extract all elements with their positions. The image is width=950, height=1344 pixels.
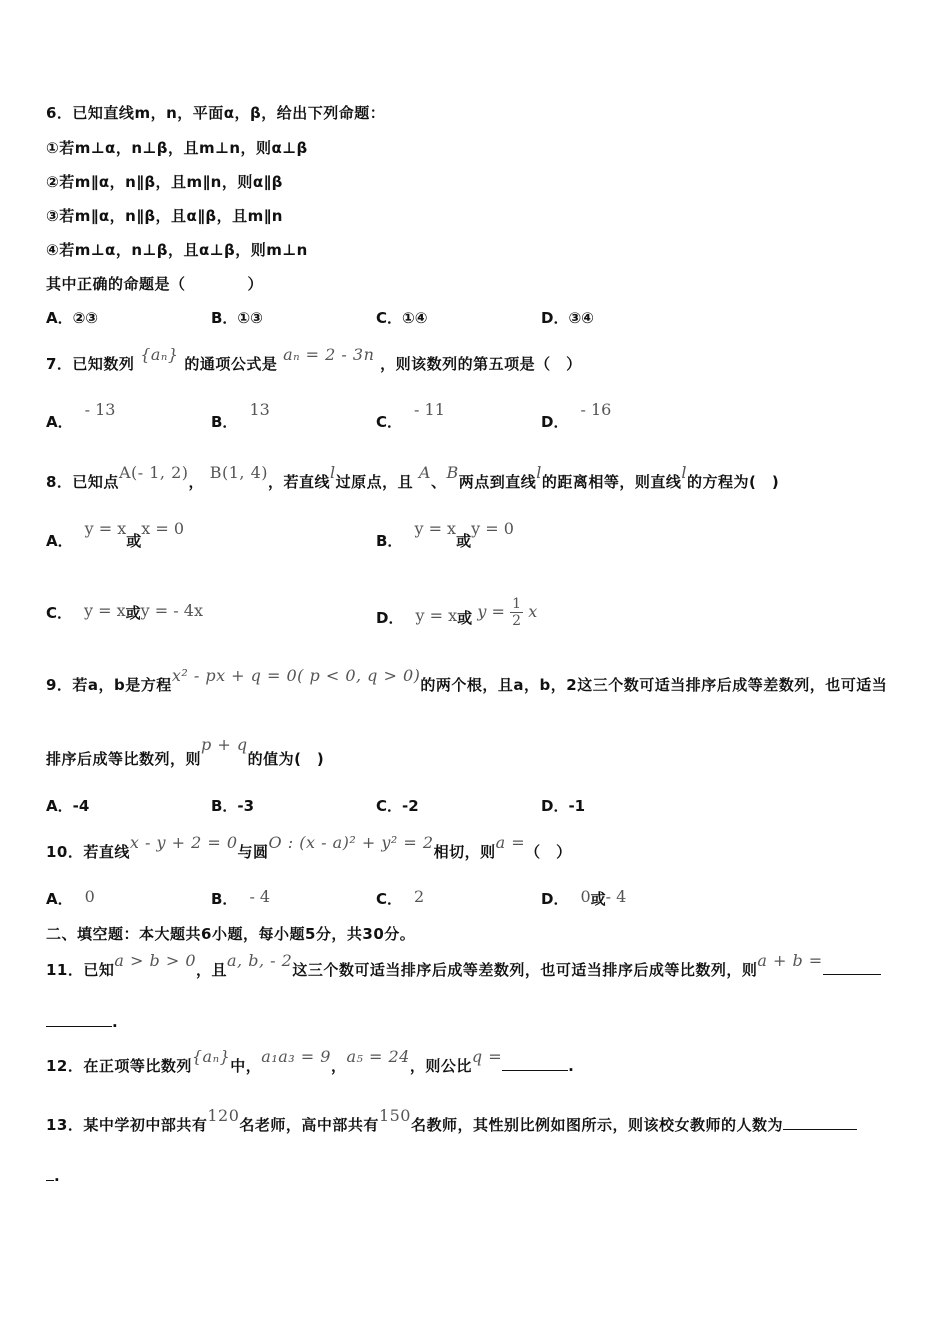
q9-option-d: D．-1 [541, 797, 586, 815]
q13-stem: 13．某中学初中部共有120名老师，高中部共有150名教师，其性别比例如图所示，则该校女教师的人数为 [46, 1114, 857, 1135]
q10-circle: O : (x - a)² + y² = 2 [268, 833, 434, 852]
q9-option-c: C．-2 [376, 797, 419, 815]
q6-prop-4: ④若m⊥α，n⊥β，且α⊥β，则m⊥n [46, 241, 308, 259]
q10-option-d: D． 0或- 4 [541, 887, 627, 908]
q13-answer-blank-cont[interactable] [46, 1166, 54, 1181]
q13-answer-blank[interactable] [783, 1115, 857, 1130]
q8-option-b: B．y = x或y = 0 [376, 519, 514, 550]
q7-option-a: A．- 13 [46, 400, 116, 431]
q6-prop-1: ①若m⊥α，n⊥β，且m⊥n，则α⊥β [46, 139, 308, 157]
q8-point-b: B(1, 4) [209, 463, 269, 482]
q6-option-c: C．①④ [376, 309, 428, 327]
q8-option-d: D． y = x或 y = $\frac{1}{2}$ x [376, 596, 538, 629]
q9-expression: p + q [201, 735, 248, 754]
q12-stem: 12．在正项等比数列{aₙ}中，a₁a₃ = 9，a₅ = 24，则公比q = . [46, 1047, 575, 1075]
q13-stem-line2: . [46, 1166, 60, 1185]
q6-prop-3: ③若m∥α，n∥β，且α∥β，且m∥n [46, 207, 283, 225]
q11-answer-blank[interactable] [823, 960, 881, 975]
q10-option-a: A． 0 [46, 887, 95, 908]
q8-point-a: A(- 1, 2) [118, 463, 189, 482]
q9-stem: 9．若a，b是方程x² - px + q = 0( p < 0, q > 0)的两个根，且a，b，2这三个数可适当排序后成等差数列，也可适当 [46, 666, 888, 694]
q8-option-c: C． y = x或y = - 4x [46, 601, 203, 622]
q11-stem: 11．已知a > b > 0，且a, b, - 2这三个数可适当排序后成等差数列，也可适当排序后成等比数列，则a + b = [46, 959, 881, 980]
q6-option-a: A．②③ [46, 309, 99, 327]
q9-option-b: B．-3 [211, 797, 255, 815]
q6-prop-2: ②若m∥α，n∥β，且m∥n，则α∥β [46, 173, 283, 191]
q11-answer-blank-cont[interactable] [46, 1012, 112, 1027]
section-2-heading: 二、填空题：本大题共6小题，每小题5分，共30分。 [46, 925, 416, 943]
q9-option-a: A．-4 [46, 797, 90, 815]
q6-option-d: D．③④ [541, 309, 594, 327]
q10-line: x - y + 2 = 0 [129, 833, 238, 852]
q10-option-c: C． 2 [376, 887, 425, 908]
q7-option-d: D．- 16 [541, 400, 612, 431]
q6-ask: 其中正确的命题是（ ） [46, 275, 264, 293]
q7-option-b: B．13 [211, 400, 270, 431]
q7-stem: 7．已知数列 {aₙ} 的通项公式是 aₙ = 2 - 3n ，则该数列的第五项是（ ） [46, 345, 582, 373]
q7-formula: aₙ = 2 - 3n [283, 345, 375, 364]
q9-stem-line2: 排序后成等比数列，则p + q的值为( ) [46, 735, 325, 768]
q6-option-b: B．①③ [211, 309, 263, 327]
q8-fraction: $\frac{1}{2}$ [512, 596, 522, 629]
q11-stem-line2: . [46, 1012, 118, 1031]
q7-sequence: {aₙ} [140, 345, 179, 364]
q10-stem: 10．若直线x - y + 2 = 0与圆O : (x - a)² + y² = 2相切，则a =（ ） [46, 833, 572, 861]
q9-equation: x² - px + q = 0( p < 0, q > 0) [171, 666, 421, 685]
q10-option-b: B． - 4 [211, 887, 271, 908]
q12-answer-blank[interactable] [502, 1056, 568, 1071]
q8-option-a: A．y = x或x = 0 [46, 519, 185, 550]
q8-stem: 8．已知点A(- 1, 2)， B(1, 4)，若直线l过原点，且 A、B两点到直线l的距离相等，则直线l的方程为( ) [46, 463, 780, 491]
q6-stem: 6．已知直线m，n，平面α，β，给出下列命题： [46, 104, 386, 122]
q7-option-c: C．- 11 [376, 400, 445, 431]
